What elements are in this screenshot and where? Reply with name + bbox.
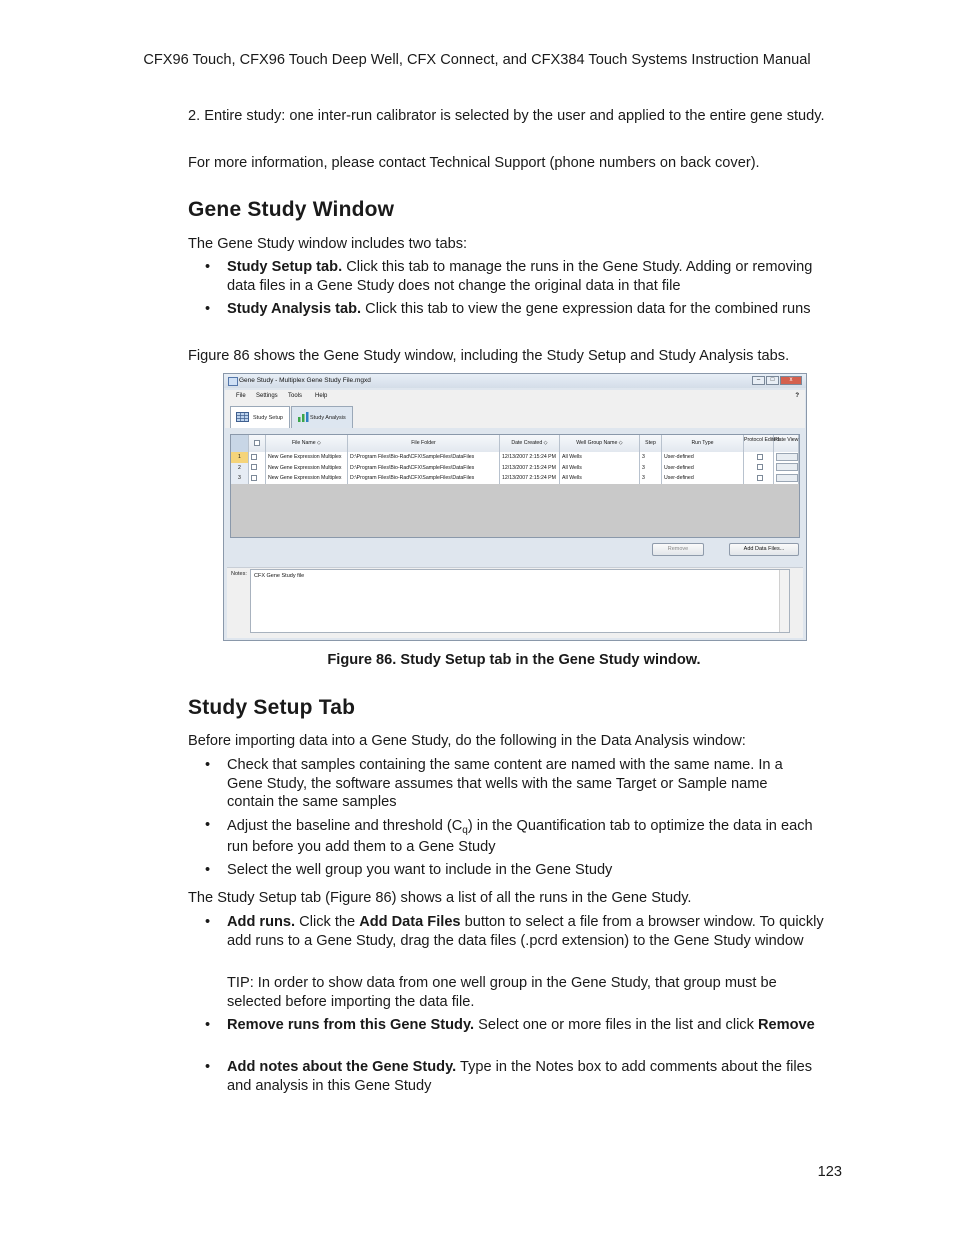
cell-well-group: All Wells — [560, 473, 640, 484]
plate-view-button[interactable] — [776, 453, 798, 461]
protocol-edited-checkbox — [757, 475, 763, 481]
row-number: 3 — [231, 473, 249, 484]
select-all-checkbox[interactable] — [254, 440, 260, 446]
add-data-files-button[interactable]: Add Data Files... — [729, 543, 799, 556]
cell-file-folder: D:\Program Files\Bio-Rad\CFX\SampleFiles\DataFiles — [348, 452, 500, 463]
row-number: 2 — [231, 463, 249, 474]
header-plate-view[interactable]: Plate View — [774, 435, 799, 452]
paragraph-before-importing: Before importing data into a Gene Study, do the following in the Data Analysis window: — [188, 733, 746, 749]
cell-file-folder: D:\Program Files\Bio-Rad\CFX\SampleFiles\DataFiles — [348, 463, 500, 474]
tab-study-setup-label: Study Setup — [253, 415, 283, 421]
table-header-row — [231, 435, 799, 452]
window-title: Gene Study - Multiplex Gene Study File.mgxd — [239, 377, 371, 384]
cell-step: 3 — [640, 473, 662, 484]
cell-run-type: User-defined — [662, 473, 744, 484]
menu-file[interactable]: File — [236, 393, 246, 399]
menu-tools[interactable]: Tools — [288, 393, 303, 399]
cell-well-group: All Wells — [560, 452, 640, 463]
tab-strip — [225, 402, 805, 428]
paragraph-support: For more information, please contact Technical Support (phone numbers on back cover). — [188, 155, 760, 171]
app-icon — [228, 377, 238, 386]
corner-cell — [231, 435, 249, 452]
cell-step: 3 — [640, 452, 662, 463]
header-file-folder[interactable]: File Folder — [348, 435, 500, 452]
row-checkbox[interactable] — [251, 475, 257, 481]
cell-step: 3 — [640, 463, 662, 474]
cell-plate-view — [774, 463, 799, 474]
page-number: 123 — [817, 1164, 842, 1180]
table-row[interactable] — [231, 473, 799, 484]
row-select-cell[interactable] — [249, 473, 266, 484]
runs-table — [230, 434, 800, 538]
tab-study-analysis[interactable] — [291, 406, 353, 428]
paragraph-figure-ref: Figure 86 shows the Gene Study window, including the Study Setup and Study Analysis tabs. — [188, 348, 790, 364]
cell-file-name: New Gene Expression Multiplex — [266, 452, 348, 463]
cell-date-created: 12/13/2007 2:15:24 PM — [500, 463, 560, 474]
cell-protocol-edited — [744, 473, 774, 484]
notes-label: Notes: — [231, 571, 247, 577]
protocol-edited-checkbox — [757, 464, 763, 470]
header-protocol-edited[interactable]: Protocol Edited — [744, 435, 774, 452]
notes-text: CFX Gene Study file — [254, 573, 305, 579]
plate-view-button[interactable] — [776, 463, 798, 471]
header-select-all[interactable] — [249, 435, 266, 452]
cell-file-name: New Gene Expression Multiplex — [266, 463, 348, 474]
cell-file-folder: D:\Program Files\Bio-Rad\CFX\SampleFiles\DataFiles — [348, 473, 500, 484]
tab-study-setup[interactable] — [230, 406, 290, 428]
table-row[interactable] — [231, 452, 799, 463]
bullet-icon: • — [205, 1017, 211, 1033]
tab-study-analysis-label: Study Analysis — [310, 415, 346, 421]
row-checkbox[interactable] — [251, 454, 257, 460]
gene-study-window-figure — [223, 373, 807, 641]
cell-date-created: 12/13/2007 2:15:24 PM — [500, 473, 560, 484]
paragraph-list-of-runs: The Study Setup tab (Figure 86) shows a list of all the runs in the Gene Study. — [188, 890, 692, 906]
bullet-icon: • — [205, 914, 211, 930]
grid-icon — [236, 412, 249, 422]
menu-settings[interactable]: Settings — [256, 393, 278, 399]
cell-protocol-edited — [744, 452, 774, 463]
running-header: CFX96 Touch, CFX96 Touch Deep Well, CFX Connect, and CFX384 Touch Systems Instruction Manual — [143, 52, 811, 68]
close-button[interactable]: x — [780, 376, 802, 385]
header-well-group-name[interactable]: Well Group Name ◇ — [560, 435, 640, 452]
paragraph-two-tabs: The Gene Study window includes two tabs: — [188, 236, 468, 252]
bullet-icon: • — [205, 757, 211, 773]
paragraph-entire-study: 2. Entire study: one inter-run calibrator is selected by the user and applied to the entire gene study. — [188, 108, 825, 124]
heading-gene-study-window: Gene Study Window — [188, 198, 395, 221]
header-file-name[interactable]: File Name ◇ — [266, 435, 348, 452]
window-title-bar — [224, 374, 806, 388]
cell-plate-view — [774, 452, 799, 463]
row-select-cell[interactable] — [249, 452, 266, 463]
help-icon[interactable]: ? — [795, 393, 799, 399]
cell-date-created: 12/13/2007 2:15:24 PM — [500, 452, 560, 463]
bullet-icon: • — [205, 862, 211, 878]
bullet-icon: • — [205, 259, 211, 275]
cell-run-type: User-defined — [662, 452, 744, 463]
cell-protocol-edited — [744, 463, 774, 474]
header-date-created[interactable]: Date Created ◇ — [500, 435, 560, 452]
menu-bar — [225, 390, 805, 402]
notes-panel — [227, 567, 803, 638]
protocol-edited-checkbox — [757, 454, 763, 460]
bullet-icon: • — [205, 817, 211, 833]
bar-chart-icon — [297, 412, 310, 422]
cell-file-name: New Gene Expression Multiplex — [266, 473, 348, 484]
table-row[interactable] — [231, 463, 799, 474]
header-step[interactable]: Step — [640, 435, 662, 452]
notes-scrollbar[interactable] — [779, 570, 789, 632]
maximize-button[interactable]: □ — [766, 376, 779, 385]
header-run-type[interactable]: Run Type — [662, 435, 744, 452]
bullet-icon: • — [205, 1059, 211, 1075]
heading-study-setup-tab: Study Setup Tab — [188, 696, 356, 719]
cell-well-group: All Wells — [560, 463, 640, 474]
row-checkbox[interactable] — [251, 464, 257, 470]
remove-button[interactable]: Remove — [652, 543, 704, 556]
row-number: 1 — [231, 452, 249, 463]
row-select-cell[interactable] — [249, 463, 266, 474]
menu-help[interactable]: Help — [315, 393, 328, 399]
notes-textarea[interactable] — [250, 569, 790, 633]
bullet-icon: • — [205, 301, 211, 317]
plate-view-button[interactable] — [776, 474, 798, 482]
cell-run-type: User-defined — [662, 463, 744, 474]
cell-plate-view — [774, 473, 799, 484]
minimize-button[interactable]: – — [752, 376, 765, 385]
figure-caption: Figure 86. Study Setup tab in the Gene Study window. — [327, 652, 701, 668]
